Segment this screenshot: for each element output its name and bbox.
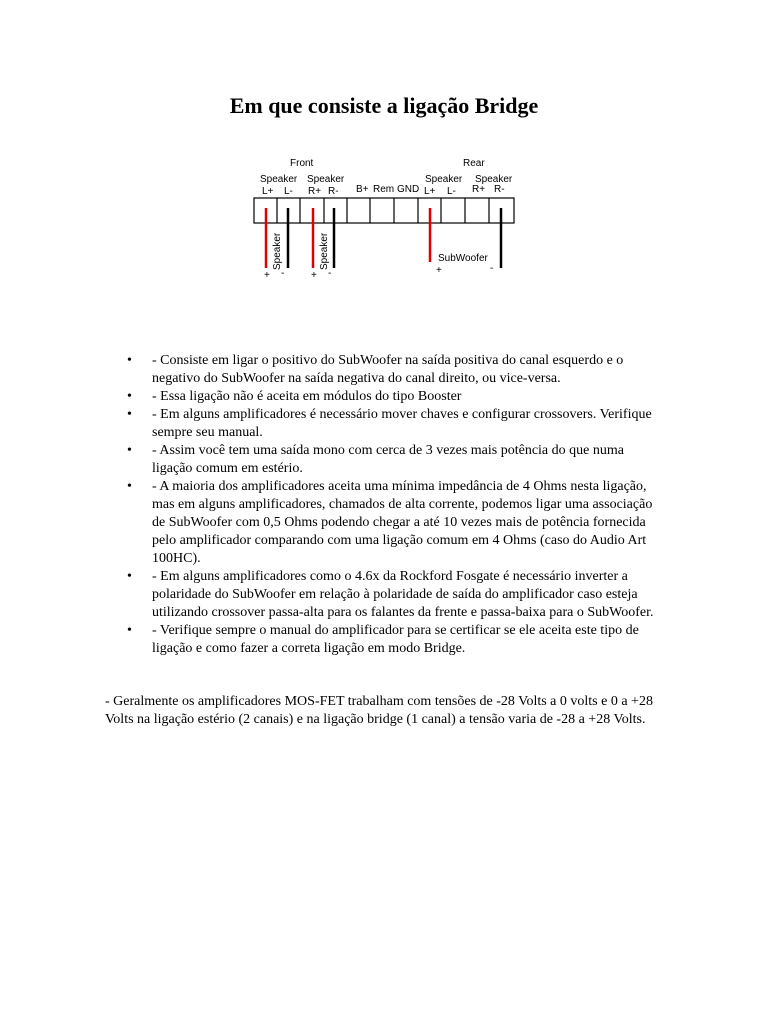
page-title: Em que consiste a ligação Bridge — [229, 93, 539, 118]
list-item — [125, 478, 665, 568]
front-left-plus-sign: + — [264, 270, 270, 280]
bplus-label: B+ — [356, 184, 369, 195]
list-item-text: - Em alguns amplificadores é necessário mover chaves e configurar crossovers. Verifique sempre seu manual. — [152, 407, 652, 440]
bullet-point: • — [127, 569, 132, 584]
front-lplus-label: L+ — [262, 186, 274, 197]
list-item — [125, 442, 665, 478]
rear-rplus-label: R+ — [472, 184, 486, 195]
list-item-text: - Essa ligação não é aceita em módulos do tipo Booster — [152, 389, 462, 404]
front-right-speaker-vertical-label: Speaker — [319, 232, 330, 270]
front-right-minus-sign: - — [328, 268, 332, 279]
list-item-text: - Consiste em ligar o positivo do SubWoofer na saída positiva do canal esquerdo e o negativo do SubWoofer na saída negativa do canal direito, ou vice-versa. — [152, 353, 624, 386]
list-item-text: - A maioria dos amplificadores aceita uma mínima impedância de 4 Ohms nesta ligação, mas em alguns amplificadores, chamados de alta corrente, podemos ligar uma associação de SubWoofer com 0,5 Ohms podendo chegar a até 10 vezes mais de potência fornecida pelo amplificador comparando com uma ligação comum em 4 Ohms (caso do Audio Art 100HC). — [152, 479, 653, 566]
list-item-text: - Assim você tem uma saída mono com cerca de 3 vezes mais potência do que numa ligação comum em estério. — [152, 443, 624, 476]
front-rplus-label: R+ — [308, 186, 322, 197]
bullet-point: • — [127, 623, 132, 638]
rear-lplus-label: L+ — [424, 186, 436, 197]
bullet-list — [125, 352, 665, 658]
rear-left-speaker-label: Speaker — [425, 174, 463, 185]
front-rminus-label: R- — [328, 186, 339, 197]
subwoofer-minus-sign: - — [490, 263, 494, 274]
front-label: Front — [290, 158, 314, 169]
list-item-text: - Verifique sempre o manual do amplificador para se certificar se ele aceita este tipo de ligação e como fazer a correta ligação em modo Bridge. — [152, 623, 639, 656]
terminal-block — [254, 198, 514, 223]
subwoofer-plus-sign: + — [436, 265, 442, 276]
rear-label: Rear — [463, 158, 485, 169]
bullet-point: • — [127, 389, 132, 404]
bullet-point: • — [127, 443, 132, 458]
front-left-minus-sign: - — [281, 268, 285, 279]
front-left-speaker-label: Speaker — [260, 174, 298, 185]
front-left-speaker-vertical-label: Speaker — [272, 232, 283, 270]
subwoofer-label: SubWoofer — [438, 253, 488, 264]
list-item — [125, 388, 665, 406]
list-item — [125, 352, 665, 388]
front-right-speaker-label: Speaker — [307, 174, 345, 185]
bullet-point: • — [127, 353, 132, 368]
rem-label: Rem — [373, 184, 395, 195]
list-item — [125, 622, 665, 658]
list-item-text: - Em alguns amplificadores como o 4.6x da Rockford Fosgate é necessário inverter a polaridade do SubWoofer em relação à polaridade de saída do amplificador caso esteja utilizando crossover passa-alta para os falantes da frente e passa-baixa para o SubWoofer. — [152, 569, 654, 620]
list-item — [125, 568, 665, 622]
front-right-plus-sign: + — [311, 270, 317, 280]
front-lminus-label: L- — [284, 186, 293, 197]
rear-right-speaker-label: Speaker — [475, 174, 513, 185]
bullet-point: • — [127, 407, 132, 422]
voltage-note-paragraph: - Geralmente os amplificadores MOS-FET trabalham com tensões de -28 Volts a 0 volts e 0 a +28 Volts na ligação estério (2 canais) e na ligação bridge (1 canal) a tensão varia de -28 a +28 Volts. — [105, 694, 653, 727]
bridge-wiring-diagram — [248, 150, 520, 280]
gnd-label: GND — [397, 184, 420, 195]
rear-lminus-label: L- — [447, 186, 456, 197]
bullet-point: • — [127, 479, 132, 494]
rear-rminus-label: R- — [494, 184, 505, 195]
list-item — [125, 406, 665, 442]
